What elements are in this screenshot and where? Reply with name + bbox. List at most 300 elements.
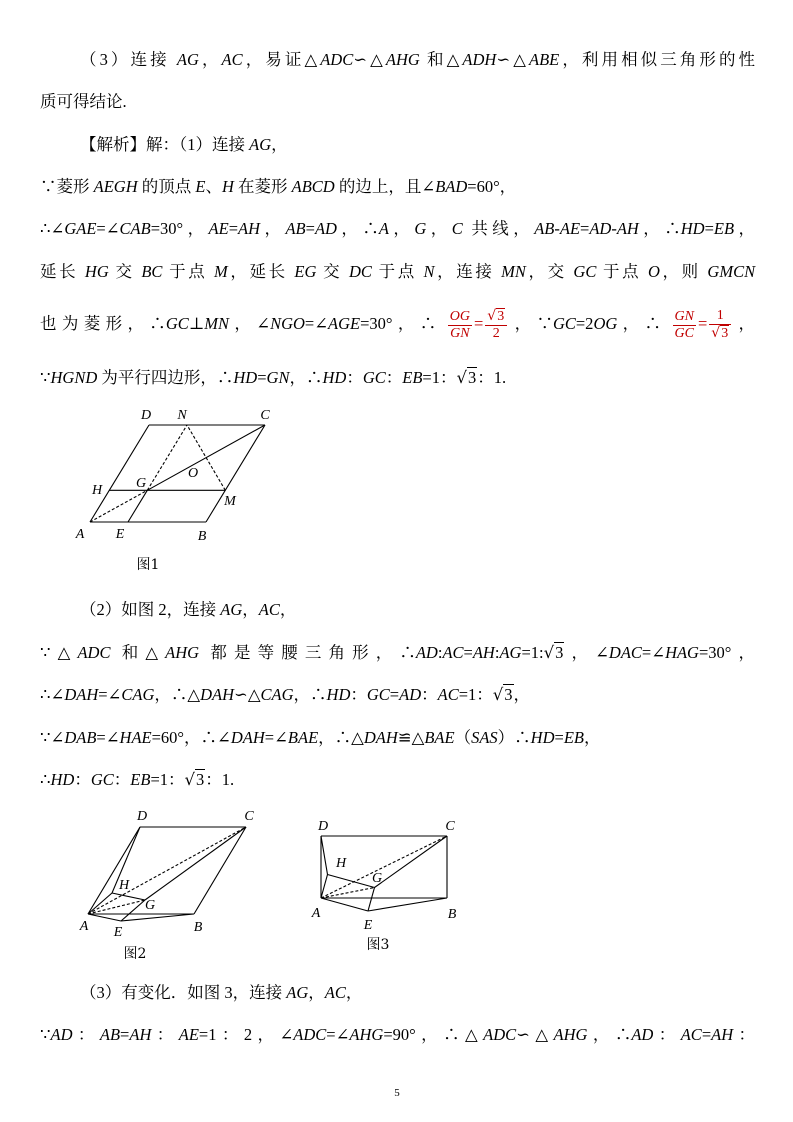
math-variable: GC — [165, 313, 189, 333]
text-run: ， — [388, 219, 415, 238]
math-variable: AB — [534, 219, 555, 238]
math-variable: H — [221, 177, 234, 196]
fraction — [485, 308, 507, 342]
math-variable: AH — [238, 219, 261, 238]
text-run: ： — [733, 1025, 756, 1044]
text-run: ，利用相似三角形的性 — [559, 50, 756, 69]
math-variable: AC — [221, 50, 243, 69]
math-variable: ADC — [77, 643, 111, 662]
math-variable: N — [423, 262, 435, 281]
math-variable: AD — [314, 219, 337, 238]
text-run: ，∵ — [509, 313, 553, 333]
math-variable: GC — [90, 770, 114, 789]
math-variable: EB — [713, 219, 735, 238]
math-variable: BC — [141, 262, 163, 281]
text-line-part1-b — [40, 218, 755, 240]
fraction-numerator — [709, 308, 731, 325]
vertex-label-n: N — [177, 408, 187, 423]
math-variable: BAE — [287, 728, 319, 747]
math-variable: GN — [266, 368, 290, 387]
text-run: ∴ — [40, 770, 51, 789]
text-run: ，则 — [659, 262, 708, 281]
text-run: ， — [513, 685, 531, 704]
math-variable: GC — [573, 262, 597, 281]
text-run: ： — [151, 1025, 179, 1044]
math-variable: GC — [366, 685, 390, 704]
text-run: ，∴ — [617, 313, 671, 333]
text-run: = — [463, 643, 473, 662]
math-variable: GAE — [64, 219, 97, 238]
radical-sign: √ — [711, 325, 721, 341]
math-variable: CAG — [121, 685, 155, 704]
text-run: ）∴ — [497, 728, 531, 747]
text-run: ，连接 — [434, 262, 502, 281]
text-run: ，∠ — [564, 643, 609, 662]
segment-ac-dashed — [88, 827, 246, 914]
math-variable: SAS — [471, 728, 498, 747]
vertex-label-c: C — [260, 408, 270, 423]
math-variable: HD — [530, 728, 555, 747]
math-variable: AEGH — [93, 177, 138, 196]
math-variable: DAC — [608, 643, 642, 662]
math-variable: AE — [208, 219, 229, 238]
math-variable: GN — [674, 308, 694, 324]
vertex-label-g: G — [144, 898, 156, 913]
text-run: =∠ — [641, 643, 666, 662]
text-line-part2-a — [40, 642, 755, 664]
radicand: 3 — [196, 770, 205, 789]
math-variable: MN — [501, 262, 526, 281]
text-run: ，∴ — [289, 368, 323, 387]
segment-dh — [321, 836, 328, 875]
text-run: 在菱形 — [233, 177, 292, 196]
text-run: =1: — [521, 643, 544, 662]
math-variable: AD — [589, 219, 612, 238]
math-variable: HG — [84, 262, 109, 281]
text-run: = — [704, 219, 714, 238]
math-variable: ABCD — [291, 177, 335, 196]
text-run: ： — [385, 368, 403, 387]
vertex-label-h: H — [118, 878, 130, 893]
vertex-label-c: C — [445, 819, 455, 834]
math-variable: HAE — [119, 728, 152, 747]
math-variable: OG — [593, 313, 618, 333]
radical-sign: √ — [184, 770, 196, 789]
text-run: ：1. — [205, 770, 235, 789]
square-root — [487, 309, 505, 324]
math-variable: MN — [204, 313, 230, 333]
math-variable: AH — [616, 219, 639, 238]
text-line-part2-c — [40, 727, 755, 749]
math-variable: G — [414, 219, 427, 238]
math-variable: EB — [563, 728, 584, 747]
text-run: 都是等腰三角形，∴ — [199, 643, 416, 662]
text-run: ，∠ — [229, 313, 271, 333]
math-variable: ABE — [529, 50, 560, 69]
text-run: ： — [653, 1025, 681, 1044]
text-run: =60°，∴∠ — [151, 728, 231, 747]
fraction-numerator — [448, 309, 472, 326]
vertex-label-o: O — [187, 466, 199, 481]
text-run: =30°，∴ — [360, 313, 446, 333]
math-variable: AGE — [328, 313, 361, 333]
text-run: =∠ — [96, 728, 120, 747]
vertex-label-e: E — [363, 918, 373, 933]
text-run: 为平行四边形，∴ — [97, 368, 234, 387]
vertex-label-a: A — [79, 919, 89, 934]
text-run: 质可得结论. — [40, 92, 127, 111]
text-run: ： — [421, 685, 438, 704]
text-run: 2 — [492, 326, 500, 341]
text-run: ，交 — [525, 262, 574, 281]
figure-3-caption: 图3 — [366, 937, 390, 953]
text-run: =∠ — [326, 1025, 350, 1044]
radicand: 3 — [497, 309, 505, 324]
math-variable: AC — [442, 643, 464, 662]
math-variable: BAE — [424, 728, 455, 747]
math-variable: EB — [130, 770, 151, 789]
text-run: （2）如图 2，连接 — [80, 600, 221, 619]
text-run: ∵ — [40, 368, 51, 387]
text-run: =∠ — [304, 313, 329, 333]
text-run: 于点 — [162, 262, 215, 281]
text-line-part2-b — [40, 684, 755, 706]
math-variable: DAH — [363, 728, 398, 747]
figure-1 — [70, 400, 290, 580]
math-variable: DAH — [200, 685, 235, 704]
figure-2 — [70, 800, 270, 970]
text-run: ：1. — [477, 368, 507, 387]
math-variable: AH — [129, 1025, 152, 1044]
figure-2-caption: 图2 — [123, 946, 147, 962]
side-da — [88, 827, 140, 914]
segment-eb — [121, 914, 194, 921]
math-variable: NGO — [270, 313, 305, 333]
text-run: ∵ — [40, 1025, 51, 1044]
vertex-label-e: E — [113, 925, 123, 940]
side-bc — [194, 827, 246, 914]
segment-gn-dashed — [147, 425, 187, 490]
text-run: : — [437, 643, 443, 662]
math-variable: C — [451, 219, 463, 238]
text-run: ≌△ — [397, 728, 425, 747]
math-variable: GN — [450, 325, 470, 341]
segment-gc — [145, 827, 246, 900]
text-run: ∽△ — [516, 1025, 554, 1044]
math-variable: ADH — [462, 50, 497, 69]
math-variable: HD — [233, 368, 258, 387]
fraction-denominator — [673, 326, 696, 342]
math-variable: AG — [286, 983, 309, 1002]
text-run: 和△ — [110, 643, 166, 662]
radicand: 3 — [555, 643, 564, 662]
text-run: ， — [308, 983, 325, 1002]
text-line-part3-heading — [80, 982, 755, 1004]
math-variable: DAH — [64, 685, 99, 704]
text-run: = — [701, 1025, 712, 1044]
text-run: ∵菱形 — [40, 177, 94, 196]
text-run: =30°， — [150, 219, 209, 238]
vertex-label-b: B — [447, 907, 457, 922]
text-run: （ — [454, 728, 472, 747]
math-variable: AE — [559, 219, 581, 238]
text-run: ，∴△ — [318, 728, 364, 747]
radicand: 3 — [721, 326, 729, 341]
text-run: =2 — [575, 313, 594, 333]
radical-sign: √ — [492, 685, 504, 704]
math-variable: ADC — [483, 1025, 517, 1044]
vertex-label-h: H — [91, 483, 103, 498]
text-run: - — [554, 219, 560, 238]
text-run: = — [120, 1025, 130, 1044]
math-variable: AC — [680, 1025, 702, 1044]
text-run: ， — [242, 600, 259, 619]
square-root — [456, 367, 477, 387]
side-eg — [368, 888, 375, 912]
text-run: 的顶点 — [137, 177, 196, 196]
math-variable: A — [378, 219, 389, 238]
vertex-label-d: D — [140, 408, 152, 423]
math-variable: AH — [472, 643, 495, 662]
text-run: ： — [350, 685, 367, 704]
square-root — [711, 326, 729, 341]
math-variable: BAD — [435, 177, 468, 196]
text-line-part2-heading — [80, 599, 755, 621]
text-run: 延长 — [40, 262, 85, 281]
side-gh — [328, 875, 375, 888]
text-run: = — [580, 219, 590, 238]
square-root — [185, 769, 206, 789]
text-run: =∠ — [96, 219, 120, 238]
math-variable: AC — [324, 983, 346, 1002]
vertex-label-c: C — [244, 809, 254, 824]
text-run: ，∴ — [638, 219, 681, 238]
fraction-numerator — [485, 308, 507, 326]
text-run: : — [494, 643, 500, 662]
text-run: ， — [279, 600, 297, 619]
text-run: ， — [733, 313, 756, 333]
text-run: ，∴ — [293, 685, 327, 704]
radical-sign: √ — [487, 308, 497, 324]
math-variable: E — [195, 177, 206, 196]
segment-ag-dashed — [321, 888, 375, 899]
text-run: = — [228, 219, 239, 238]
text-run: 交 — [108, 262, 142, 281]
math-variable: GC — [674, 325, 694, 341]
text-run: ∵∠ — [40, 728, 65, 747]
fraction — [673, 309, 696, 342]
math-variable: OG — [449, 308, 470, 324]
text-run: 于点 — [371, 262, 424, 281]
math-variable: GC — [362, 368, 386, 387]
math-variable: AD — [631, 1025, 654, 1044]
text-run: ∽△ — [234, 685, 261, 704]
text-run: =1： — [422, 368, 457, 387]
text-run: ， — [426, 219, 452, 238]
math-variable: AG — [176, 50, 199, 69]
radicand: 3 — [504, 685, 513, 704]
math-variable: ADC — [320, 50, 354, 69]
side-eg — [128, 490, 147, 522]
text-run: 也为菱形，∴ — [40, 313, 166, 333]
text-run: =1： — [150, 770, 185, 789]
text-run: ，∴ — [336, 219, 379, 238]
text-run: = — [554, 728, 564, 747]
square-root — [544, 642, 565, 662]
text-run: ， — [198, 50, 222, 69]
text-run: （3）有变化．如图 3，连接 — [80, 983, 287, 1002]
text-run: 交 — [316, 262, 349, 281]
math-variable: HD — [326, 685, 351, 704]
math-variable: AHG — [385, 50, 420, 69]
vertex-label-d: D — [136, 809, 148, 824]
text-line-part1-fractions — [40, 308, 755, 342]
math-variable: HAG — [665, 643, 699, 662]
vertex-label-b: B — [193, 920, 203, 935]
text-run: = — [697, 313, 708, 333]
math-variable: DAH — [230, 728, 265, 747]
text-run: ，∴ — [587, 1025, 632, 1044]
segment-gc — [375, 836, 448, 888]
text-run: ： — [113, 770, 131, 789]
text-run: 和△ — [419, 50, 463, 69]
math-variable: AHG — [165, 643, 200, 662]
math-variable: AH — [711, 1025, 734, 1044]
side-ae — [321, 898, 368, 911]
text-run: = — [473, 313, 484, 333]
math-variable: AG — [249, 135, 272, 154]
text-run: ， — [260, 219, 286, 238]
text-run: 于点 — [596, 262, 648, 281]
text-run: ∴∠ — [40, 219, 65, 238]
math-variable: EG — [294, 262, 317, 281]
text-run: =∠ — [98, 685, 122, 704]
text-run: =∠ — [264, 728, 288, 747]
text-run: = — [257, 368, 267, 387]
text-run: ∽△ — [496, 50, 529, 69]
text-run: 共线， — [462, 219, 535, 238]
math-variable: AB — [99, 1025, 121, 1044]
math-variable: HD — [322, 368, 347, 387]
text-line-part3-a — [40, 1024, 755, 1046]
text-run: 的边上，且∠ — [334, 177, 436, 196]
text-line-hint-3 — [80, 49, 755, 71]
segment-eb — [368, 898, 447, 911]
text-run: ∴∠ — [40, 685, 65, 704]
math-variable: GC — [552, 313, 576, 333]
figure-3 — [300, 810, 470, 960]
text-run: ： — [346, 368, 363, 387]
fraction-denominator — [709, 325, 731, 342]
fraction — [448, 309, 472, 342]
vertex-label-g: G — [135, 476, 147, 491]
math-variable: AD — [415, 643, 438, 662]
math-variable: HGND — [50, 368, 98, 387]
math-variable: AHG — [553, 1025, 588, 1044]
vertex-label-a: A — [311, 906, 321, 921]
text-run: ⊥ — [188, 313, 205, 333]
text-run: =1：2，∠ — [198, 1025, 294, 1044]
vertex-label-m: M — [224, 494, 236, 509]
math-variable: ADC — [293, 1025, 327, 1044]
text-run: =1： — [458, 685, 493, 704]
fraction-denominator — [485, 326, 507, 342]
text-run: ∵△ — [40, 643, 78, 662]
text-run: ∽△ — [353, 50, 386, 69]
vertex-label-g: G — [371, 871, 383, 886]
text-line-part1-c — [40, 261, 755, 283]
text-line-hint-3-end — [40, 91, 755, 113]
math-variable: O — [647, 262, 660, 281]
text-run: =60°， — [467, 177, 517, 196]
radicand: 3 — [467, 368, 477, 387]
text-run: ： — [72, 1025, 100, 1044]
text-run: ，∴△ — [154, 685, 201, 704]
analysis-heading-line — [80, 134, 755, 156]
math-variable: CAB — [119, 219, 151, 238]
text-line-part1-result — [40, 367, 755, 389]
math-variable: AG — [220, 600, 243, 619]
math-variable: AHG — [349, 1025, 384, 1044]
page-number: 5 — [394, 1087, 400, 1099]
fraction-numerator — [673, 309, 696, 326]
math-variable: M — [214, 262, 228, 281]
text-run: = — [305, 219, 315, 238]
radical-sign: √ — [456, 368, 467, 387]
text-line-part1-a — [40, 176, 755, 198]
side-gh — [112, 893, 145, 900]
math-variable: AD — [399, 685, 422, 704]
math-variable: CAG — [260, 685, 294, 704]
math-variable: EB — [402, 368, 423, 387]
math-variable: DC — [348, 262, 372, 281]
text-line-part2-result — [40, 769, 755, 791]
math-variable: GMCN — [707, 262, 756, 281]
text-run: （3）连接 — [80, 50, 177, 69]
side-ae — [88, 914, 121, 921]
math-variable: DAB — [64, 728, 97, 747]
text-run: = — [389, 685, 400, 704]
vertex-label-h: H — [335, 856, 347, 871]
side-ha — [321, 875, 328, 899]
math-variable: HD — [680, 219, 705, 238]
vertex-label-a: A — [75, 527, 85, 542]
text-run: =30°， — [698, 643, 756, 662]
text-run: ，易证△ — [242, 50, 321, 69]
vertex-label-d: D — [317, 819, 329, 834]
math-variable: AB — [285, 219, 306, 238]
math-variable: AC — [437, 685, 459, 704]
text-run: ，延长 — [227, 262, 295, 281]
fraction — [709, 308, 731, 342]
vertex-label-e: E — [115, 527, 125, 542]
math-variable: AE — [178, 1025, 199, 1044]
text-run: 1 — [716, 308, 724, 323]
math-variable: AC — [258, 600, 280, 619]
math-variable: AD — [50, 1025, 73, 1044]
radical-sign: √ — [543, 643, 555, 662]
math-variable: HD — [50, 770, 75, 789]
text-run: 、 — [205, 177, 222, 196]
math-variable: AG — [499, 643, 522, 662]
text-run: =90°，∴△ — [383, 1025, 484, 1044]
side-da — [90, 425, 149, 522]
text-run: ， — [271, 135, 288, 154]
text-run: - — [611, 219, 617, 238]
text-run: 【解析】解：（1）连接 — [80, 135, 250, 154]
text-run: ， — [734, 219, 756, 238]
figure-1-caption: 图1 — [136, 557, 160, 573]
